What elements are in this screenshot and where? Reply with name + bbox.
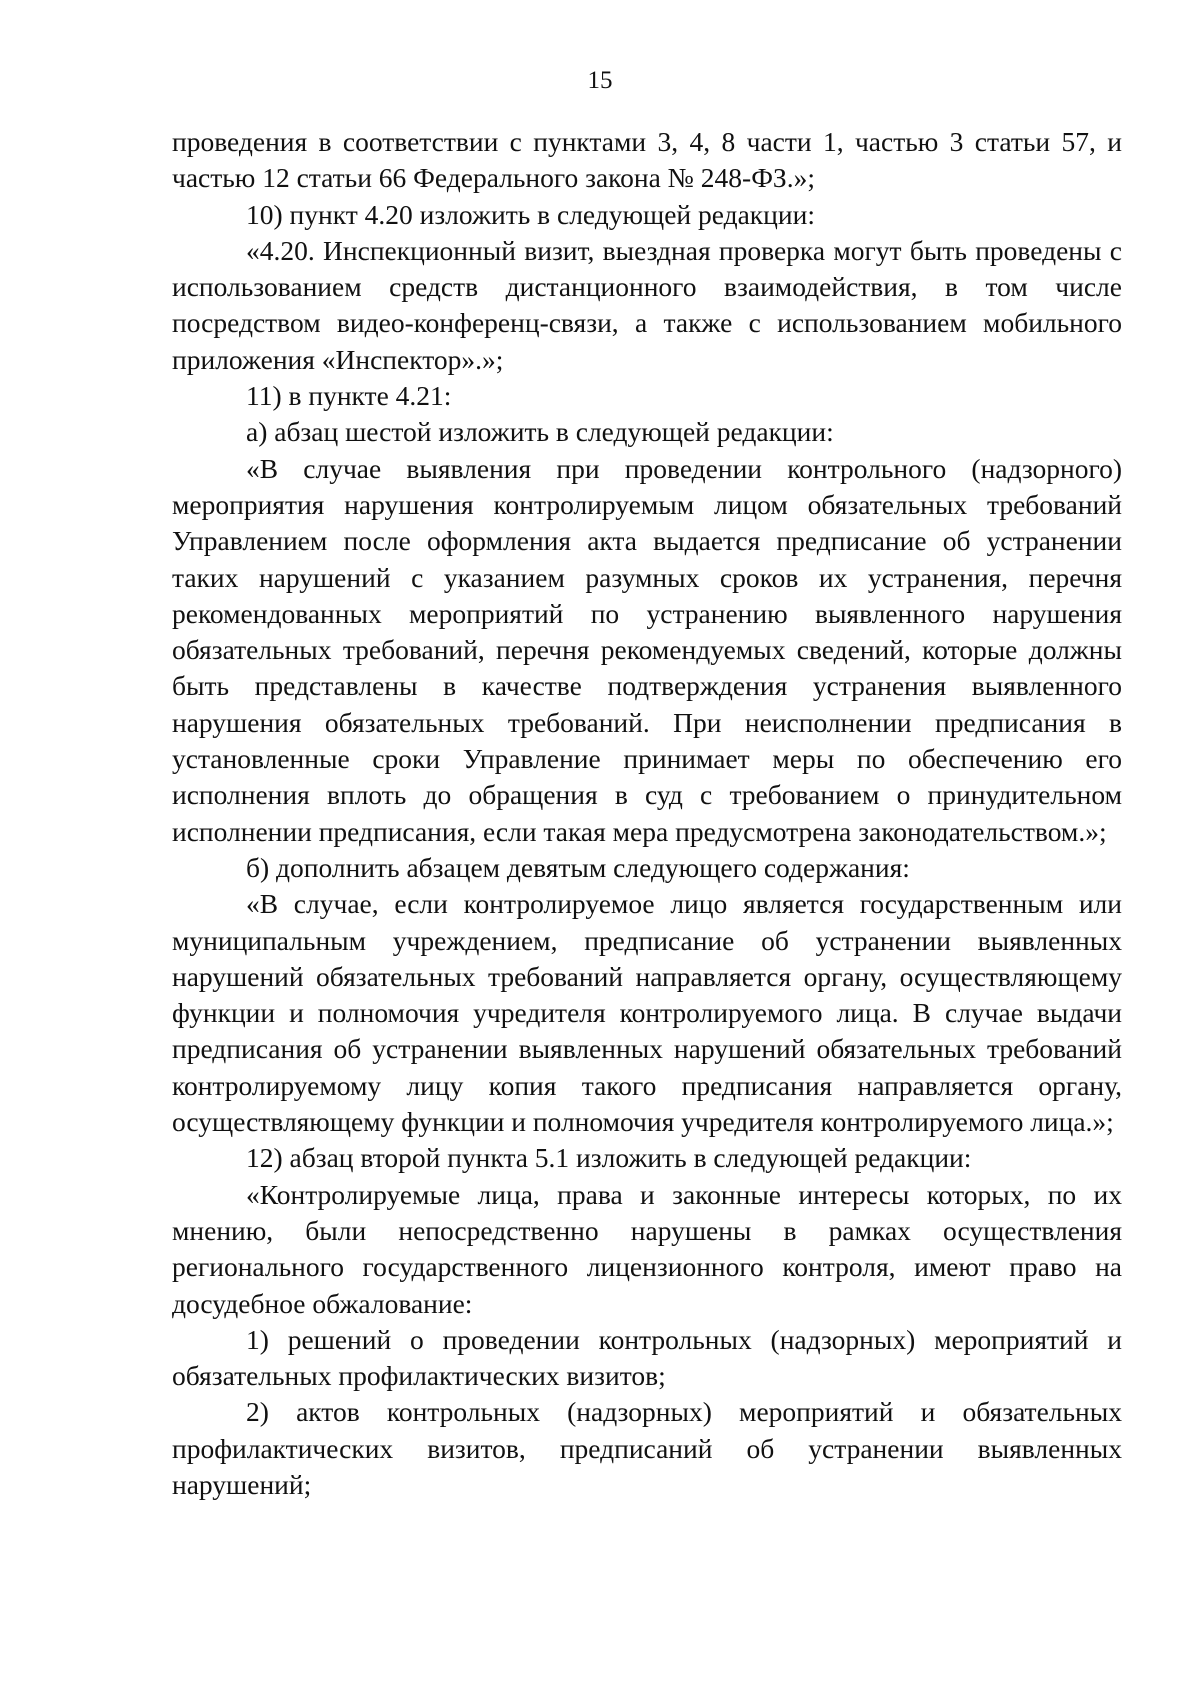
paragraph: «В случае выявления при проведении контрольного (надзорного) мероприятия нарушения контролируемым лицом обязательных требований Управлением после оформления акта выдается предписание об устранении таких нарушений с указанием разумных сроков их устранения, перечня рекомендованных мероприятий по устранению выявленного нарушения обязательных требований, перечня рекомендуемых сведений, которые должны быть представлены в качестве подтверждения устранения выявленного нарушения обязательных требований. При неисполнении предписания в установленные сроки Управление принимает меры по обеспечению его исполнения вплоть до обращения в суд с требованием о принудительном исполнении предписания, если такая мера предусмотрена законодательством.»; — [172, 452, 1122, 847]
document-body — [172, 124, 1122, 1503]
paragraph: 1) решений о проведении контрольных (надзорных) мероприятий и обязательных профилактических визитов; — [172, 1323, 1122, 1392]
paragraph: 10) пункт 4.20 изложить в следующей редакции: — [246, 198, 815, 230]
paragraph: а) абзац шестой изложить в следующей редакции: — [246, 416, 834, 448]
page-number: 15 — [587, 67, 613, 94]
paragraph: 12) абзац второй пункта 5.1 изложить в следующей редакции: — [246, 1142, 972, 1174]
paragraph: «В случае, если контролируемое лицо является государственным или муниципальным учреждением, предписание об устранении выявленных нарушений обязательных требований направляется органу, осуществляющему функции и полномочия учредителя контролируемого лица. В случае выдачи предписания об устранении выявленных нарушений обязательных требований контролируемому лицу копия такого предписания направляется органу, осуществляющему функции и полномочия учредителя контролируемого лица.»; — [172, 888, 1122, 1138]
paragraph: 11) в пункте 4.21: — [246, 380, 452, 412]
paragraph: «Контролируемые лица, права и законные интересы которых, по их мнению, были непосредственно нарушены в рамках осуществления регионального государственного лицензионного контроля, имеют право на досудебное обжалование: — [172, 1178, 1122, 1319]
paragraph: проведения в соответствии с пунктами 3, 4, 8 части 1, частью 3 статьи 57, и частью 12 статьи 66 Федерального закона № 248-ФЗ.»; — [172, 126, 1122, 194]
paragraph: «4.20. Инспекционный визит, выездная проверка могут быть проведены с использованием средств дистанционного взаимодействия, в том числе посредством видео-конференц-связи, а также с использованием мобильного приложения «Инспектор».»; — [172, 234, 1122, 375]
paragraph: б) дополнить абзацем девятым следующего содержания: — [246, 851, 910, 883]
paragraph: 2) актов контрольных (надзорных) мероприятий и обязательных профилактических визитов, предписаний об устранении выявленных нарушений; — [172, 1396, 1122, 1500]
